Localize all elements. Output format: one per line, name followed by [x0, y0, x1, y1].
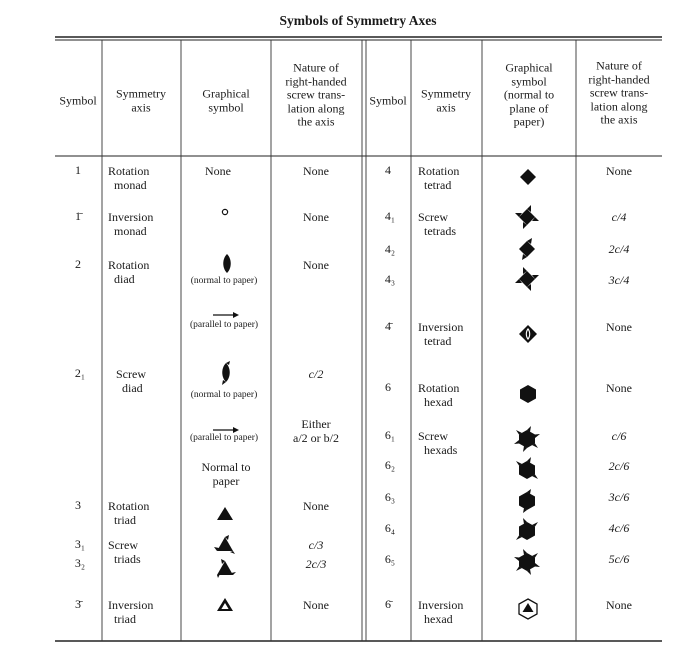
- screw-tetrad-icon: [514, 204, 540, 230]
- screw-triad-icon: [214, 559, 236, 579]
- screw-hexad-icon: [513, 487, 541, 515]
- axis-rotation-hexad: Rotation hexad: [418, 381, 460, 409]
- nature-4-2: 2c/4: [608, 242, 630, 256]
- axis-rotation-triad: Rotation triad: [108, 499, 150, 527]
- screw-hexad-icon: [513, 548, 541, 576]
- header-symbol-right: Symbol: [369, 93, 407, 108]
- nature-6: None: [606, 381, 632, 395]
- nature-1: None: [303, 164, 329, 178]
- nature-either: Either a/2 or b/2: [293, 417, 339, 445]
- axis-inversion-triad: Inversion triad: [108, 598, 154, 626]
- inversion-tetrad-icon: [518, 324, 538, 344]
- symbol-2-1: 2₁: [74, 366, 86, 380]
- axis-inversion-hexad: Inversion hexad: [418, 598, 464, 626]
- symbol-2: 2: [75, 257, 81, 271]
- symbol-3-bar: 3̄: [75, 597, 81, 611]
- symbol-6-bar: 6̄: [385, 597, 391, 611]
- nature-4-bar: None: [606, 320, 632, 334]
- symbol-6-3: 6₃: [384, 490, 396, 504]
- normal-to-paper-label-diad: (normal to paper): [190, 276, 258, 286]
- triangle-icon: [216, 506, 234, 522]
- symbol-4-bar: 4̄: [385, 319, 391, 333]
- header-nature-left: Nature of right-handed screw trans- lation along the axis: [285, 60, 347, 129]
- nature-6-4: 4c/6: [608, 521, 630, 535]
- symbol-3-2: 3₂: [74, 556, 86, 570]
- axis-screw-hexads: Screw hexads: [418, 429, 458, 457]
- inversion-hexad-icon: [517, 598, 539, 620]
- screw-tetrad-icon: [514, 266, 540, 292]
- axis-screw-diad: Screw diad: [116, 367, 146, 395]
- axis-inversion-monad: Inversion monad: [108, 210, 154, 238]
- symbol-1-bar: 1̄: [75, 209, 81, 223]
- nature-4-1: c/4: [611, 210, 627, 224]
- hexagon-icon: [518, 384, 538, 404]
- symbol-4: 4: [385, 163, 391, 177]
- axis-rotation-tetrad: Rotation tetrad: [418, 164, 460, 192]
- header-axis-right: Symmetry axis: [421, 86, 471, 114]
- nature-3-1: c/3: [308, 538, 324, 552]
- symbol-6-4: 6₄: [384, 521, 396, 535]
- axis-rotation-monad: Rotation monad: [108, 164, 150, 192]
- symbol-4-1: 4₁: [384, 209, 396, 223]
- inversion-triad-icon: [216, 597, 234, 613]
- inversion-monad-circle-icon: [220, 206, 232, 218]
- table-title: Symbols of Symmetry Axes: [279, 13, 437, 28]
- nature-2: None: [303, 258, 329, 272]
- header-axis-left: Symmetry axis: [116, 86, 166, 114]
- axis-screw-triads: Screw triads: [108, 538, 141, 566]
- nature-6-1: c/6: [611, 429, 627, 443]
- symbol-4-2: 4₂: [384, 242, 396, 256]
- header-graphical-left: Graphical symbol: [202, 86, 250, 114]
- normal-to-paper-label-screw-diad: (normal to paper): [190, 390, 258, 400]
- nature-4: None: [606, 164, 632, 178]
- screw-hexad-icon: [513, 456, 541, 484]
- symbol-3-1: 3₁: [74, 537, 86, 551]
- nature-2-1: c/2: [308, 367, 324, 381]
- symbol-3: 3: [75, 498, 81, 512]
- nature-6-5: 5c/6: [608, 552, 630, 566]
- graphical-none: None: [205, 164, 231, 178]
- header-graphical-right: Graphical symbol (normal to plane of paper): [503, 60, 555, 129]
- nature-3-bar: None: [303, 598, 329, 612]
- parallel-to-paper-label-diad: (parallel to paper): [189, 320, 259, 330]
- screw-diad-icon: [218, 360, 234, 386]
- arrow-parallel-icon: [212, 311, 240, 319]
- nature-3-2: 2c/3: [305, 557, 327, 571]
- nature-4-3: 3c/4: [608, 273, 630, 287]
- normal-to-paper-label: Normal to paper: [201, 460, 251, 488]
- header-nature-right: Nature of right-handed screw trans- lation along the axis: [588, 58, 650, 127]
- square-icon: [519, 168, 537, 186]
- nature-1-bar: None: [303, 210, 329, 224]
- symbol-1: 1: [75, 163, 81, 177]
- nature-3: None: [303, 499, 329, 513]
- symbol-6-1: 6₁: [384, 428, 396, 442]
- axis-inversion-tetrad: Inversion tetrad: [418, 320, 464, 348]
- nature-6-bar: None: [606, 598, 632, 612]
- diad-lens-icon: [220, 253, 234, 275]
- nature-6-2: 2c/6: [608, 459, 630, 473]
- screw-hexad-icon: [513, 425, 541, 453]
- screw-hexad-icon: [513, 517, 541, 545]
- symbol-6-2: 6₂: [384, 458, 396, 472]
- header-symbol-left: Symbol: [59, 93, 97, 108]
- screw-tetrad-icon: [514, 236, 540, 262]
- nature-6-3: 3c/6: [608, 490, 630, 504]
- symbol-4-3: 4₃: [384, 272, 396, 286]
- symbol-6: 6: [385, 380, 391, 394]
- axis-screw-tetrads: Screw tetrads: [418, 210, 456, 238]
- axis-rotation-diad: Rotation diad: [108, 258, 150, 286]
- symbol-6-5: 6₅: [384, 552, 396, 566]
- screw-triad-icon: [214, 535, 236, 555]
- parallel-to-paper-label-screw-diad: (parallel to paper): [189, 433, 259, 443]
